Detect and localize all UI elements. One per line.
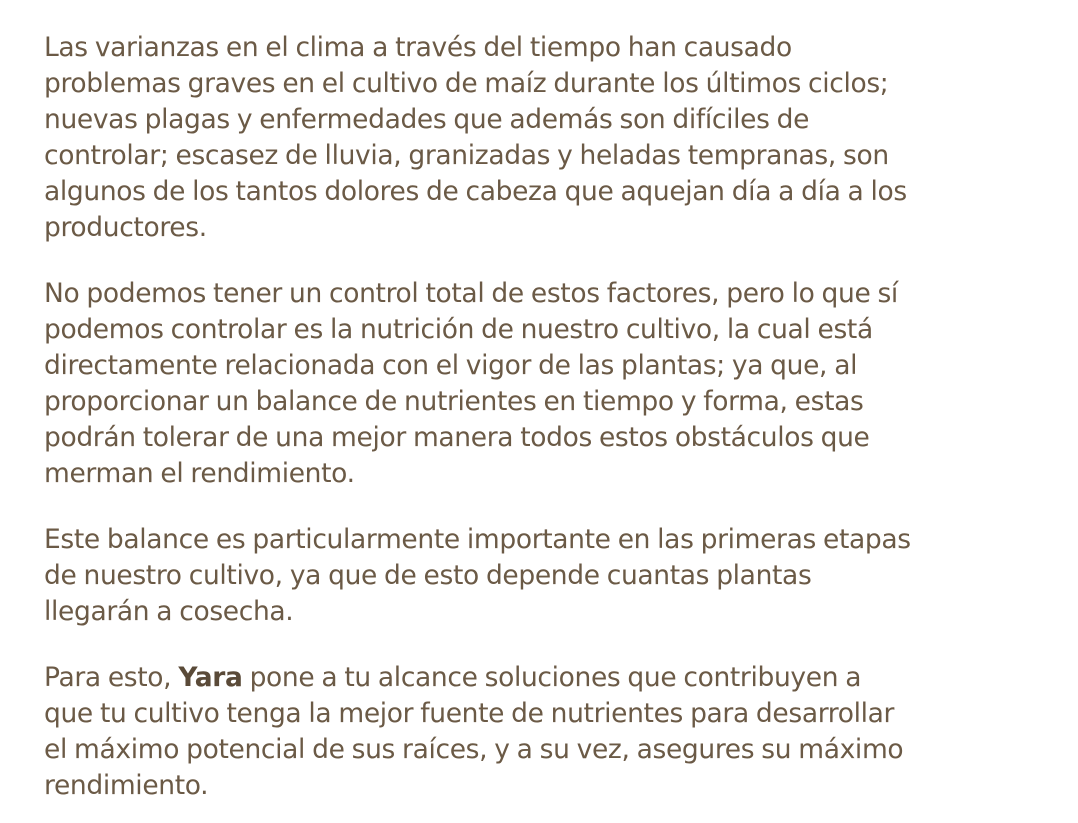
paragraph-nutrition-control <box>44 276 1004 492</box>
text-line: Las varianzas en el clima a través del tiempo han causado <box>44 32 792 63</box>
paragraph-yara-solutions <box>44 660 1004 804</box>
text-line: controlar; escasez de lluvia, granizadas y heladas tempranas, son <box>44 140 889 171</box>
text-line: podemos controlar es la nutrición de nuestro cultivo, la cual está <box>44 314 873 345</box>
text-fragment: Para esto, <box>44 662 179 693</box>
article-body <box>44 30 1004 804</box>
text-line: rendimiento. <box>44 770 209 801</box>
text-line: el máximo potencial de sus raíces, y a su vez, asegures su máximo <box>44 734 904 765</box>
text-line <box>44 660 1004 696</box>
paragraph-early-stages <box>44 522 1004 630</box>
text-line: proporcionar un balance de nutrientes en tiempo y forma, estas <box>44 386 864 417</box>
text-line: directamente relacionada con el vigor de las plantas; ya que, al <box>44 350 858 381</box>
text-line: podrán tolerar de una mejor manera todos estos obstáculos que <box>44 422 870 453</box>
text-line: productores. <box>44 212 207 243</box>
brand-name: Yara <box>178 662 243 693</box>
text-line: problemas graves en el cultivo de maíz durante los últimos ciclos; <box>44 68 889 99</box>
text-line: de nuestro cultivo, ya que de esto depende cuantas plantas <box>44 560 812 591</box>
text-fragment: pone a tu alcance soluciones que contribuyen a <box>242 662 862 693</box>
text-line: Este balance es particularmente importante en las primeras etapas <box>44 524 911 555</box>
text-line: nuevas plagas y enfermedades que además son difíciles de <box>44 104 810 135</box>
text-line: merman el rendimiento. <box>44 458 355 489</box>
paragraph-climate-problems <box>44 30 1004 246</box>
text-line: No podemos tener un control total de estos factores, pero lo que sí <box>44 278 898 309</box>
text-line: llegarán a cosecha. <box>44 596 294 627</box>
text-line: que tu cultivo tenga la mejor fuente de nutrientes para desarrollar <box>44 698 895 729</box>
text-line: algunos de los tantos dolores de cabeza que aquejan día a día a los <box>44 176 907 207</box>
